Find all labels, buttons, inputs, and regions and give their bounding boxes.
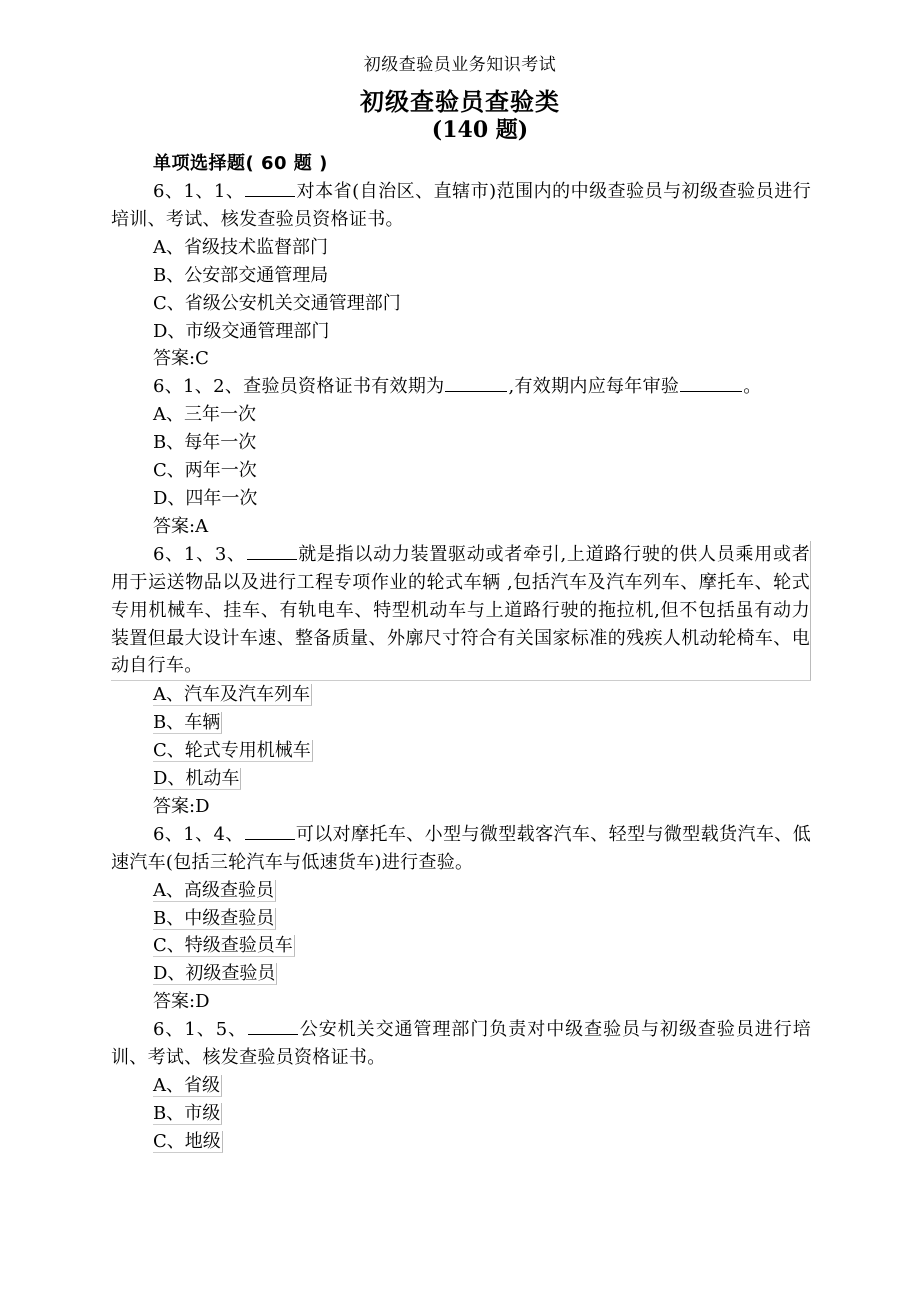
option: B、公安部交通管理局	[153, 264, 329, 286]
option: C、轮式专用机械车	[153, 740, 311, 762]
option: D、市级交通管理部门	[153, 320, 330, 342]
option: B、每年一次	[153, 432, 257, 454]
question-text	[111, 821, 811, 877]
question-number: 6、1、1、	[153, 181, 245, 202]
option: D、机动车	[153, 768, 240, 790]
answer-blank	[245, 178, 295, 197]
option: D、初级查验员	[153, 963, 276, 985]
option: D、四年一次	[153, 487, 258, 509]
question-text	[111, 1016, 811, 1072]
answer-blank	[247, 541, 297, 560]
question-number: 6、1、5、	[153, 1019, 248, 1041]
answer: 答案:A	[153, 515, 209, 537]
answer: 答案:C	[153, 348, 209, 370]
question-body: 公安机关交通管理部门负责对中级查验员与初级查验员进行培训、考试、核发查验员资格证书。	[111, 1019, 811, 1069]
option: A、三年一次	[153, 404, 256, 426]
option: A、省级	[153, 1075, 220, 1096]
option: C、地级	[153, 1130, 221, 1152]
question-body: 可以对摩托车、小型与微型载客汽车、轻型与微型载货汽车、低速汽车(包括三轮汽车与低速货车)进行查验。	[111, 823, 811, 873]
option: B、车辆	[153, 712, 221, 734]
question-body: 。	[743, 376, 762, 398]
option: A、高级查验员	[153, 879, 274, 901]
answer-blank	[680, 373, 742, 392]
option: B、中级查验员	[153, 907, 275, 929]
question-text	[111, 541, 811, 682]
option: C、特级查验员车	[153, 935, 293, 957]
option: A、省级技术监督部门	[153, 236, 328, 258]
question-number: 6、1、4、	[153, 823, 244, 845]
question-text	[111, 178, 811, 234]
question-text	[111, 373, 811, 401]
answer-blank	[248, 1016, 298, 1035]
question-number: 6、1、2、	[153, 376, 244, 398]
option: B、市级	[153, 1102, 221, 1124]
answer-blank	[445, 373, 507, 392]
option: C、省级公安机关交通管理部门	[153, 292, 401, 314]
option: A、汽车及汽车列车	[153, 684, 310, 706]
question-body: ,有效期内应每年审验	[508, 376, 680, 398]
question-body: 对本省(自治区、直辖市)范围内的中级查验员与初级查验员进行培训、考试、核发查验员资格证书。	[111, 181, 811, 230]
document-subtitle: (140 题)	[431, 117, 529, 143]
question-list	[111, 178, 811, 1156]
answer: 答案:D	[153, 991, 210, 1013]
question-body: 查验员资格证书有效期为	[243, 376, 445, 398]
answer-blank	[245, 821, 295, 840]
running-header: 初级查验员业务知识考试	[363, 55, 557, 75]
option: C、两年一次	[153, 460, 257, 482]
question-body: 就是指以动力装置驱动或者牵引,上道路行驶的供人员乘用或者用于运送物品以及进行工程专项作业的轮式车辆 ,包括汽车及汽车列车、摩托车、轮式专用机械车、挂车、有轨电车、特型机动车与上道路行驶的拖拉机,但不包括虽有动力装置但最大设计车速、整备质量、外廓尺寸符合有关国家标准的残疾人机动轮椅车、电动自行车。	[111, 543, 811, 677]
question-number: 6、1、3、	[153, 543, 246, 565]
answer: 答案:D	[153, 795, 210, 817]
document-title: 初级查验员查验类	[360, 88, 560, 116]
section-heading: 单项选择题( 60 题 )	[153, 153, 328, 174]
